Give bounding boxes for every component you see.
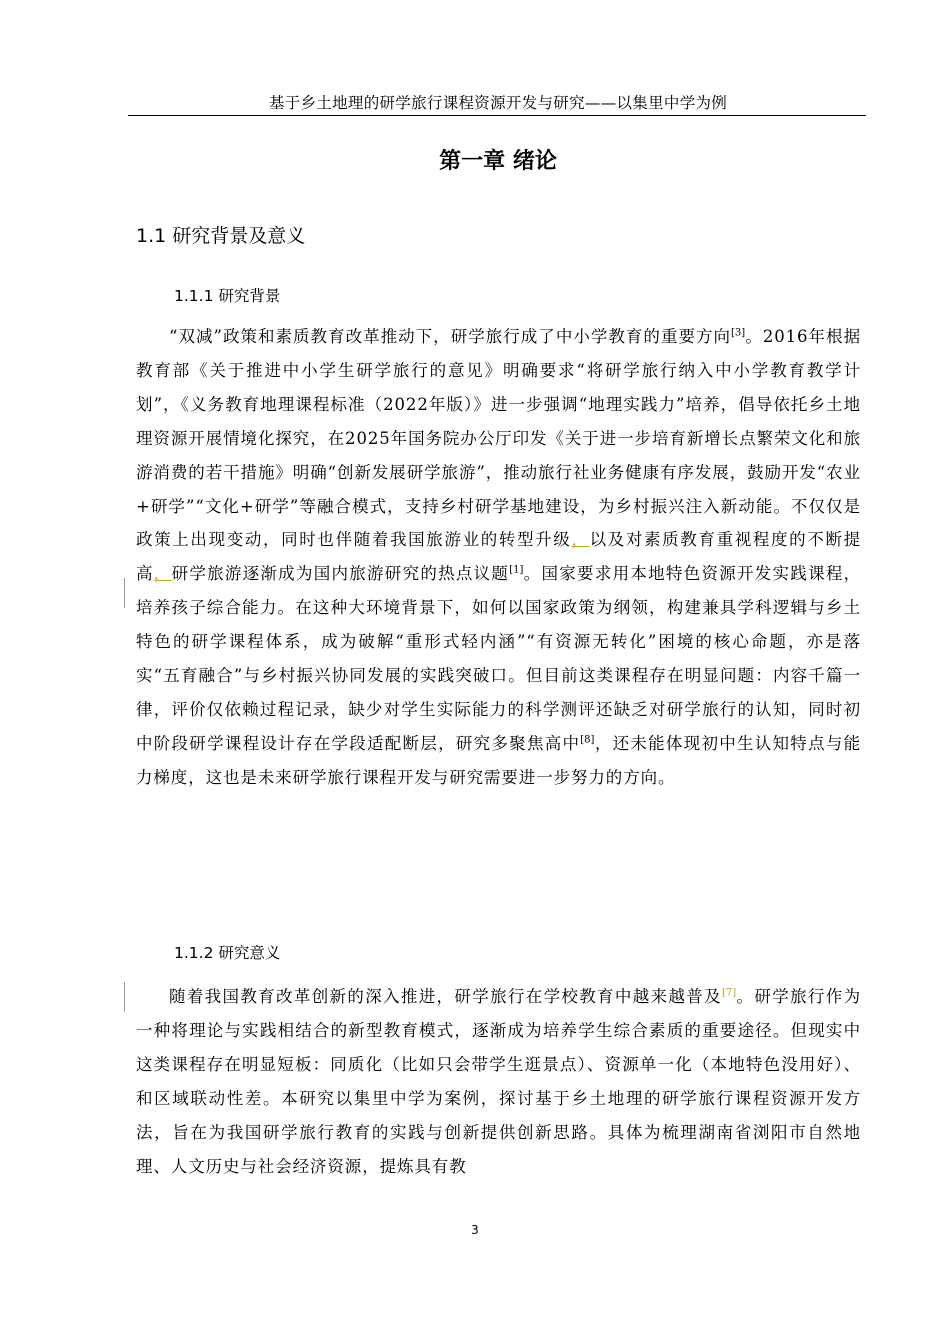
subsection-title-background: 1.1.1 研究背景 — [174, 287, 281, 305]
chapter-title: 第一章 绪论 — [439, 149, 557, 174]
subsection-title-significance: 1.1.2 研究意义 — [174, 944, 281, 962]
citation-ref[interactable]: [7] — [721, 987, 737, 999]
change-bar — [124, 578, 125, 608]
tracked-change-comma: ， — [153, 564, 172, 584]
citation-ref[interactable]: [1] — [509, 564, 524, 576]
citation-ref[interactable]: [8] — [580, 734, 595, 746]
change-bar — [124, 982, 125, 1012]
citation-ref[interactable]: [3] — [731, 327, 746, 339]
paragraph-significance: 随着我国教育改革创新的深入推进，研学旅行在学校教育中越来越普及[7]。研学旅行作为一种将理论与实践相结合的新型教育模式，逐渐成为培养学生综合素质的重要途径。但现实中这类课程存在明显短板：同质化（比如只会带学生逛景点）、资源单一化（本地特色没用好）、和区域联动性差。本研究以集里中学为案例，探讨基于乡土地理的研学旅行课程资源开发方法，旨在为我国研学旅行教育的实践与创新提供创新思路。具体为梳理湖南省浏阳市自然地理、人文历史与社会经济资源，提炼具有教 — [136, 987, 861, 1176]
tracked-change-comma: ， — [571, 530, 590, 550]
section-title: 1.1 研究背景及意义 — [136, 225, 306, 247]
paragraph-background: “双减”政策和素质教育改革推动下，研学旅行成了中小学教育的重要方向[3]。2016年根据教育部《关于推进中小学生研学旅行的意见》明确要求“将研学旅行纳入中小学教育教学计划”，《义务教育地理课程标准（2022年版）》进一步强调“地理实践力”培养，倡导依托乡土地理资源开展情境化探究，在2025年国务院办公厅印发《关于进一步培育新增长点繁荣文化和旅游消费的若干措施》明确“创新发展研学旅游”，推动旅行社业务健康有序发展，鼓励开发“农业+研学”“文化+研学”等融合模式，支持乡村研学基地建设，为乡村振兴注入新动能。不仅仅是政策上出现变动，同时也伴随着我国旅游业的转型升级，以及对素质教育重视程度的不断提高，研学旅游逐渐成为国内旅游研究的热点议题[1]。国家要求用本地特色资源开发实践课程，培养孩子综合能力。在这种大环境背景下，如何以国家政策为纲领，构建兼具学科逻辑与乡土特色的研学课程体系，成为破解“重形式轻内涵”“有资源无转化”困境的核心命题，亦是落实“五育融合”与乡村振兴协同发展的实践突破口。但目前这类课程存在明显问题：内容千篇一律，评价仅依赖过程记录，缺少对学生实际能力的科学测评还缺乏对研学旅行的认知，同时初中阶段研学课程设计存在学段适配断层，研究多聚焦高中[8]，还未能体现初中生认知特点与能力梯度，这也是未来研学旅行课程开发与研究需要进一步努力的方向。 — [136, 327, 862, 787]
page-number: 3 — [471, 1223, 479, 1237]
running-header: 基于乡土地理的研学旅行课程资源开发与研究——以集里中学为例 — [268, 94, 728, 112]
header-rule — [128, 115, 866, 116]
